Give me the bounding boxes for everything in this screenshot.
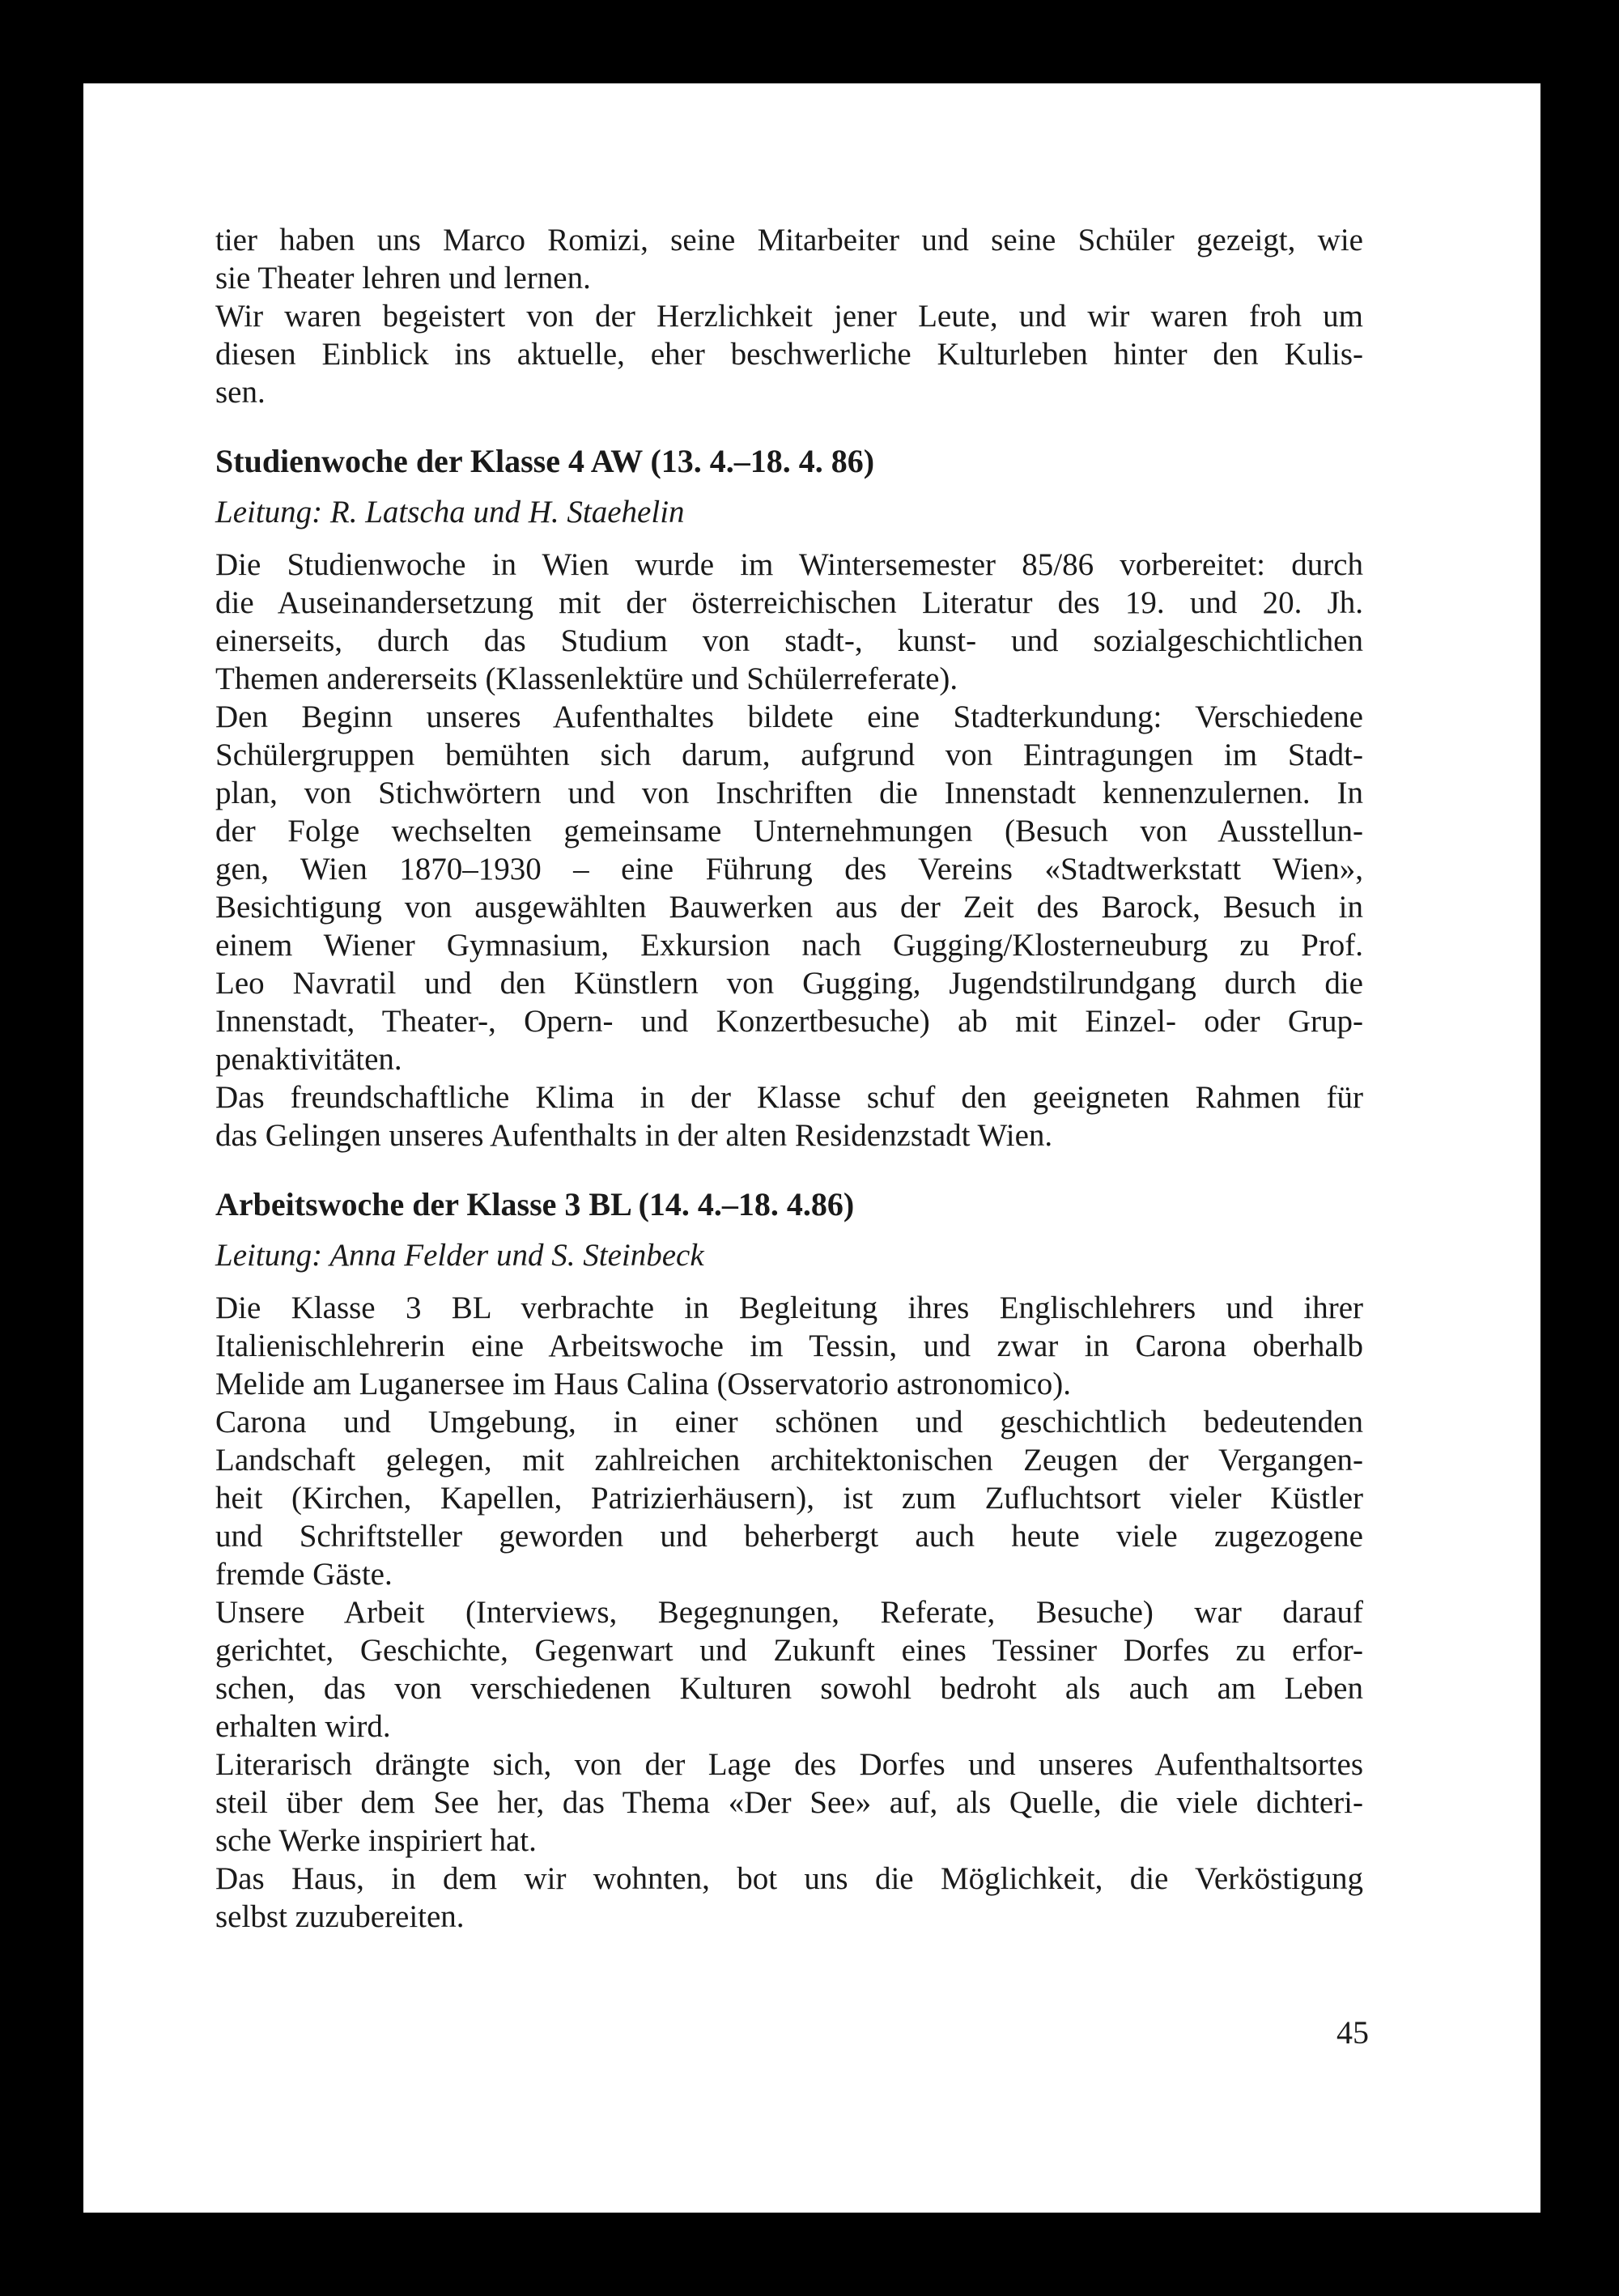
text-line: plan, von Stichwörtern und von Inschriften die Innenstadt kennenzulernen. In — [215, 776, 1363, 810]
text-line: penaktivitäten. — [215, 1042, 402, 1077]
paragraph — [215, 1593, 1363, 1745]
scanned-page — [83, 83, 1540, 2213]
text-line: Schülergruppen bemühten sich darum, aufgrund von Eintragungen im Stadt- — [215, 738, 1363, 772]
text-line: Literarisch drängte sich, von der Lage des Dorfes und unseres Aufenthaltsortes — [215, 1747, 1363, 1782]
paragraph — [215, 1289, 1363, 1403]
page-body — [215, 221, 1363, 1936]
text-line: das Gelingen unseres Aufenthalts in der alten Residenzstadt Wien. — [215, 1118, 1053, 1153]
text-line: Den Beginn unseres Aufenthaltes bildete eine Stadterkundung: Verschiedene — [215, 699, 1363, 734]
text-line: Themen andererseits (Klassenlektüre und Schülerreferate). — [215, 661, 958, 696]
paragraph — [215, 1403, 1363, 1593]
text-line: Das Haus, in dem wir wohnten, bot uns die Möglichkeit, die Verköstigung — [215, 1861, 1363, 1896]
page-number: 45 — [1336, 2014, 1369, 2051]
section-byline: Leitung: Anna Felder und S. Steinbeck — [215, 1238, 704, 1273]
text-line: sie Theater lehren und lernen. — [215, 261, 591, 296]
text-line: Das freundschaftliche Klima in der Klasse schuf den geeigneten Rahmen für — [215, 1080, 1363, 1115]
text-line: fremde Gäste. — [215, 1557, 393, 1592]
section-heading: Arbeitswoche der Klasse 3 BL (14. 4.–18. 4.86) — [215, 1186, 855, 1222]
text-line: Die Studienwoche in Wien wurde im Wintersemester 85/86 vorbereitet: durch — [215, 547, 1363, 582]
text-line: Melide am Luganersee im Haus Calina (Osservatorio astronomico). — [215, 1367, 1072, 1401]
text-line: der Folge wechselten gemeinsame Unternehmungen (Besuch von Ausstellun- — [215, 814, 1363, 848]
section-heading: Studienwoche der Klasse 4 AW (13. 4.–18. 4. 86) — [215, 443, 875, 479]
paragraph — [215, 1078, 1363, 1154]
text-line: heit (Kirchen, Kapellen, Patrizierhäusern), ist zum Zufluchtsort vieler Küstler — [215, 1481, 1363, 1516]
text-line: Leo Navratil und den Künstlern von Gugging, Jugendstilrundgang durch die — [215, 966, 1363, 1001]
text-line: Besichtigung von ausgewählten Bauwerken aus der Zeit des Barock, Besuch in — [215, 890, 1363, 925]
text-line: Wir waren begeistert von der Herzlichkeit jener Leute, und wir waren froh um — [215, 299, 1363, 334]
text-line: sche Werke inspiriert hat. — [215, 1823, 537, 1858]
text-line: diesen Einblick ins aktuelle, eher beschwerliche Kulturleben hinter den Kulis- — [215, 337, 1363, 372]
text-line: und Schriftsteller geworden und beherbergt auch heute viele zugezogene — [215, 1519, 1363, 1554]
text-line: schen, das von verschiedenen Kulturen sowohl bedroht als auch am Leben — [215, 1671, 1363, 1706]
paragraph — [215, 546, 1363, 698]
text-line: gen, Wien 1870–1930 – eine Führung des Vereins «Stadtwerkstatt Wien», — [215, 852, 1363, 887]
text-line: einem Wiener Gymnasium, Exkursion nach Gugging/Klosterneuburg zu Prof. — [215, 928, 1363, 963]
text-line: die Auseinandersetzung mit der österreichischen Literatur des 19. und 20. Jh. — [215, 585, 1363, 620]
text-line: Landschaft gelegen, mit zahlreichen architektonischen Zeugen der Vergangen- — [215, 1443, 1363, 1478]
text-line: Italienischlehrerin eine Arbeitswoche im Tessin, und zwar in Carona oberhalb — [215, 1329, 1363, 1363]
text-line: Unsere Arbeit (Interviews, Begegnungen, Referate, Besuche) war darauf — [215, 1595, 1363, 1630]
intro-paragraph — [215, 221, 1363, 411]
section-studienwoche — [215, 442, 1363, 1154]
section-byline: Leitung: R. Latscha und H. Staehelin — [215, 495, 685, 529]
text-line: selbst zuzubereiten. — [215, 1899, 465, 1934]
paragraph — [215, 1860, 1363, 1936]
text-line: steil über dem See her, das Thema «Der See» auf, als Quelle, die viele dichteri- — [215, 1785, 1363, 1820]
text-line: erhalten wird. — [215, 1709, 391, 1744]
text-line: Carona und Umgebung, in einer schönen und geschichtlich bedeutenden — [215, 1405, 1363, 1439]
text-line: gerichtet, Geschichte, Gegenwart und Zukunft eines Tessiner Dorfes zu erfor- — [215, 1633, 1363, 1668]
paragraph — [215, 1745, 1363, 1860]
paragraph — [215, 698, 1363, 1078]
text-line: Innenstadt, Theater-, Opern- und Konzertbesuche) ab mit Einzel- oder Grup- — [215, 1004, 1363, 1039]
section-arbeitswoche — [215, 1185, 1363, 1936]
text-line: einerseits, durch das Studium von stadt-, kunst- und sozialgeschichtlichen — [215, 623, 1363, 658]
text-line: Die Klasse 3 BL verbrachte in Begleitung ihres Englischlehrers und ihrer — [215, 1290, 1363, 1325]
text-line: sen. — [215, 375, 266, 410]
text-line: tier haben uns Marco Romizi, seine Mitarbeiter und seine Schüler gezeigt, wie — [215, 223, 1363, 257]
